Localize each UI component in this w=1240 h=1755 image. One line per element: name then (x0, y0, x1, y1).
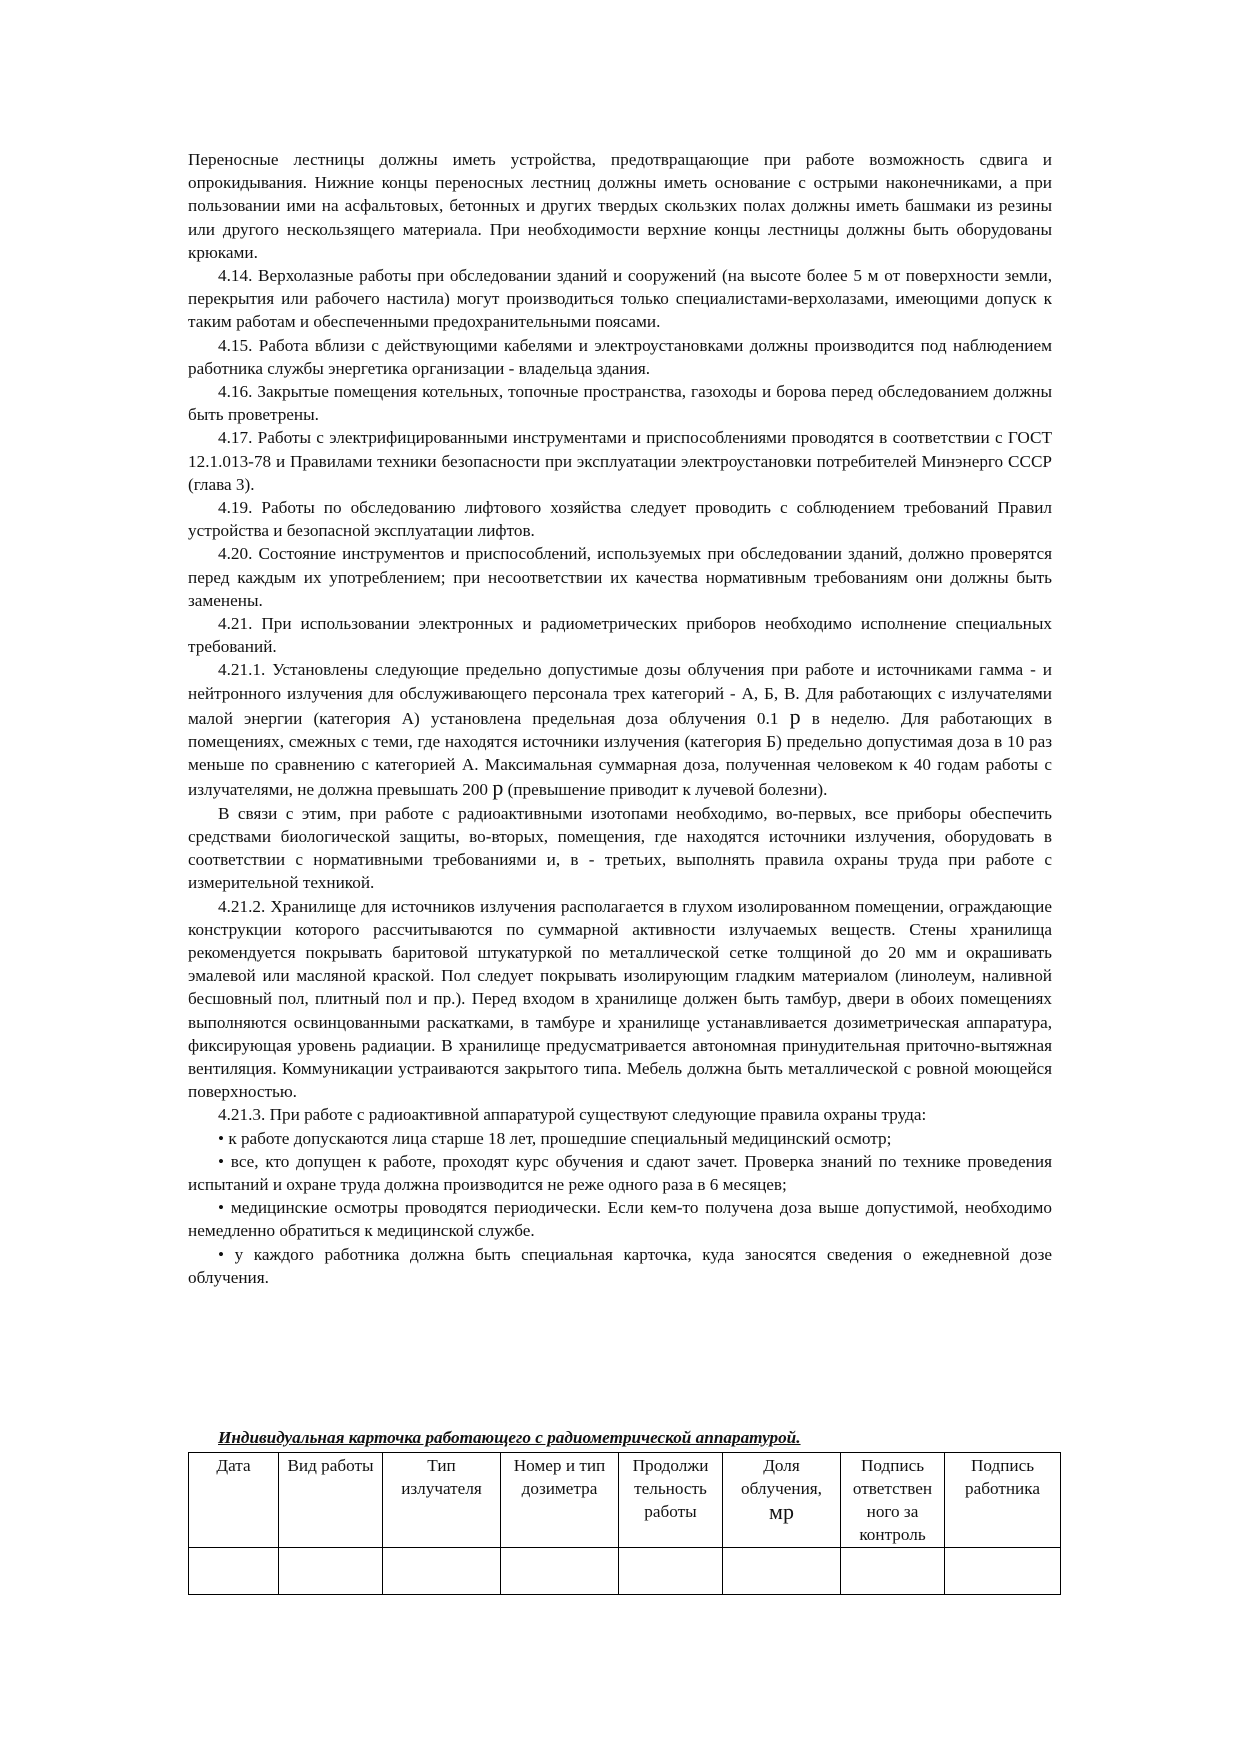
card-title: Индивидуальная карточка работающего с радиометрической аппаратурой. (218, 1428, 801, 1447)
table-cell[interactable] (189, 1548, 279, 1595)
col-header-date: Дата (189, 1453, 279, 1548)
paragraph-4-21: 4.21. При использовании электронных и радиометрических приборов необходимо исполнение специальных требований. (188, 614, 1052, 657)
paragraph-4-15: 4.15. Работа вблизи с действующими кабелями и электроустановками должны производится под наблюдением работника службы энергетика организации - владельца здания. (188, 335, 1052, 378)
document-body (188, 148, 1052, 1289)
paragraph-isotopes: В связи с этим, при работе с радиоактивными изотопами необходимо, во-первых, все приборы обеспечить средствами биологической защиты, во-вторых, помещения, где находятся источники излучения, оборудовать в соответствии с нормативными требованиями и, в - третьих, выполнять правила охраны труда при работе с измерительной техникой. (188, 803, 1052, 893)
col-header-work-type: Вид работы (279, 1453, 383, 1548)
table-cell[interactable] (723, 1548, 841, 1595)
paragraph-4-16: 4.16. Закрытые помещения котельных, топочные пространства, газоходы и борова перед обследованием должны быть проветрены. (188, 382, 1052, 425)
table-cell[interactable] (279, 1548, 383, 1595)
table-cell[interactable] (619, 1548, 723, 1595)
table-cell[interactable] (501, 1548, 619, 1595)
text-span: 4.21.1. Установлены следующие предельно допустимые дозы облучения при работе и источниками гамма - и нейтронного излучения для обслуживающего персонала трех категорий - А, Б, В. Для работающих с излучателями малой энергии (категория А) установлена предельная доза облучения 0.1 (188, 660, 1052, 728)
paragraph-4-21-1 (188, 658, 1052, 801)
table-cell[interactable] (841, 1548, 945, 1595)
table-cell[interactable] (383, 1548, 501, 1595)
paragraph-4-19: 4.19. Работы по обследованию лифтового хозяйства следует проводить с соблюдением требований Правил устройства и безопасной эксплуатации лифтов. (188, 498, 1052, 541)
dose-label: Доля облучения, (741, 1456, 822, 1498)
text-span: (превышение приводит к лучевой болезни). (503, 780, 828, 800)
col-header-worker-signature: Подпись работника (945, 1453, 1061, 1548)
col-header-emitter-type: Тип излучателя (383, 1453, 501, 1548)
col-header-responsible-signature: Подпись ответствен ного за контроль (841, 1453, 945, 1548)
bullet-item: • у каждого работника должна быть специальная карточка, куда заносятся сведения о ежедневной дозе облучения. (188, 1244, 1052, 1287)
paragraph-4-20: 4.20. Состояние инструментов и приспособлений, используемых при обследовании зданий, должно проверятся перед каждым их употреблением; при несоответствии их качества нормативным требованиям они должны быть заменены. (188, 544, 1052, 610)
dose-unit: р (789, 703, 801, 729)
bullet-item: • медицинские осмотры проводятся периодически. Если кем-то получена доза выше допустимой, необходимо немедленно обратиться к медицинской службе. (188, 1198, 1052, 1241)
dose-unit: р (492, 775, 504, 801)
col-header-dose (723, 1453, 841, 1548)
col-header-duration: Продолжи тельность работы (619, 1453, 723, 1548)
table-header-row (189, 1453, 1061, 1548)
bullet-item: • все, кто допущен к работе, проходят курс обучения и сдают зачет. Проверка знаний по технике проведения испытаний и охране труда должна производится не реже одного раза в 6 месяцев; (188, 1151, 1052, 1194)
paragraph-4-17: 4.17. Работы с электрифицированными инструментами и приспособлениями проводятся в соответствии с ГОСТ 12.1.013-78 и Правилами техники безопасности при эксплуатации электроустановки потребителей Минэнерго СССР (глава 3). (188, 428, 1052, 494)
dose-unit: мр (769, 1499, 794, 1524)
bullet-item: • к работе допускаются лица старше 18 лет, прошедшие специальный медицинский осмотр; (218, 1128, 892, 1148)
table-cell[interactable] (945, 1548, 1061, 1595)
text-span: в неделю. Для работающих в помещениях, смежных с теми, где находятся источники излучения (категория Б) предельно допустимая доза в 10 раз меньше по сравнению с категорией А. Максимальная суммарная доза, полученная человеком к 40 годам работы с излучателями, не должна превышать 200 (188, 708, 1052, 800)
paragraph-4-21-2: 4.21.2. Хранилище для источников излучения располагается в глухом изолированном помещении, ограждающие конструкции которого рассчитываются по суммарной активности излучаемых веществ. Стены хранилища рекомендуется покрывать баритовой штукатуркой по металлической сетке толщиной до 20 мм и окрашивать эмалевой или масляной краской. Пол следует покрывать изолирующим гладким материалом (линолеум, наливной бесшовный пол, плитный пол и пр.). Перед входом в хранилище должен быть тамбур, двери в обоих помещениях выполняются освинцованными раскатками, в тамбуре и хранилище устанавливается дозиметрическая аппаратура, фиксирующая уровень радиации. В хранилище предусматривается автономная принудительная приточно-вытяжная вентиляция. Коммуникации устраиваются закрытого типа. Мебель должна быть металлической с ровной моющейся поверхностью. (188, 896, 1052, 1102)
dose-card-table (188, 1452, 1061, 1595)
table-row (189, 1548, 1061, 1595)
paragraph-ladders: Переносные лестницы должны иметь устройства, предотвращающие при работе возможность сдвига и опрокидывания. Нижние концы переносных лестниц должны иметь основание с острыми наконечниками, а при пользовании ими на асфальтовых, бетонных и других твердых скользких полах должны иметь башмаки из резины или другого нескользящего материала. При необходимости верхние концы лестницы должны быть оборудованы крюками. (188, 150, 1052, 262)
paragraph-4-14: 4.14. Верхолазные работы при обследовании зданий и сооружений (на высоте более 5 м от поверхности земли, перекрытия или рабочего настила) могут производиться только специалистами-верхолазами, имеющими допуск к таким работам и обеспеченными предохранительными поясами. (188, 266, 1052, 332)
col-header-dosimeter: Номер и тип дозиметра (501, 1453, 619, 1548)
paragraph-4-21-3: 4.21.3. При работе с радиоактивной аппаратурой существуют следующие правила охраны труда: (218, 1105, 927, 1125)
